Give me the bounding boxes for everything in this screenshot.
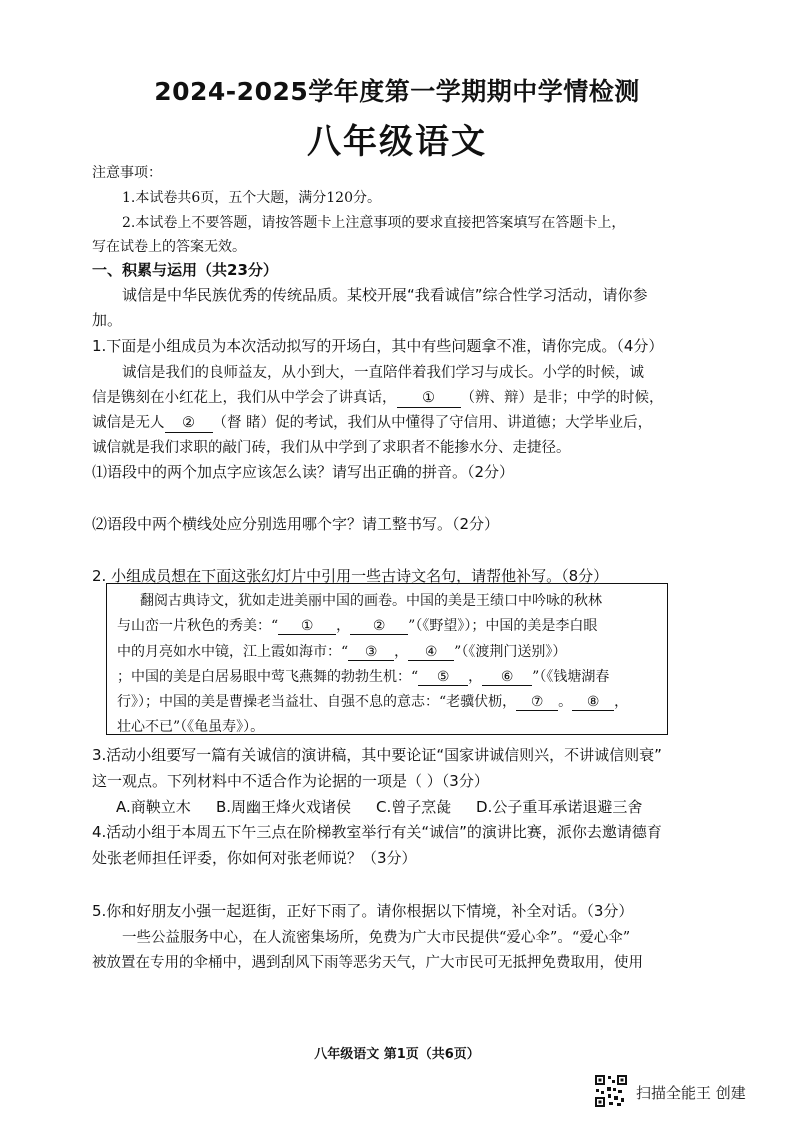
notes-heading: 注意事项： bbox=[92, 165, 162, 181]
section-intro-b: 加。 bbox=[92, 311, 123, 329]
q5-passage-line2: 被放置在专用的伞桶中，遇到刮风下雨等恶劣天气，广大市民可无抵押免费取用，使用 bbox=[92, 955, 643, 971]
q3-option-a: A.商鞅立木 bbox=[116, 798, 191, 816]
q2-slide-line1: 翻阅古典诗文，犹如走进美丽中国的画卷。中国的美是王绩口中吟咏的秋林 bbox=[140, 593, 602, 609]
notes-item-2b: 写在试卷上的答案无效。 bbox=[92, 239, 246, 255]
q2-slide-line6: 壮心不已”（《龟虽寿》）。 bbox=[117, 719, 265, 735]
page-footer: 八年级语文 第1页（共6页） bbox=[314, 1047, 480, 1062]
q2-slide-line3: 中的月亮如水中镜，江上霞如海市：“ ③ ， ④ ”（《渡荆门送别》） bbox=[117, 644, 567, 660]
q4-stem-b: 处张老师担任评委，你如何对张老师说？（3分） bbox=[92, 849, 417, 867]
q1-passage-line1: 诚信是我们的良师益友，从小到大，一直陪伴着我们学习与成长。小学的时候，诚 bbox=[122, 365, 644, 381]
q5-passage-line1: 一些公益服务中心，在人流密集场所，免费为广大市民提供“爱心伞”。“爱心伞” bbox=[122, 930, 631, 946]
q2-blank-4: ④ bbox=[408, 645, 454, 661]
q2-blank-6: ⑥ bbox=[482, 670, 532, 686]
q2-slide-line5: 行》）；中国的美是曹操老当益壮、自强不息的意志：“老骥伏枥， ⑦ 。 ⑧ ， bbox=[117, 694, 629, 710]
q2-blank-8: ⑧ bbox=[572, 695, 614, 711]
q1-passage-line3: 诚信是无人 ② （督 睹）促的考试，我们从中懂得了守信用、讲道德；大学毕业后， bbox=[92, 415, 653, 431]
notes-item-2a: 2.本试卷上不要答题，请按答题卡上注意事项的要求直接把答案填写在答题卡上， bbox=[122, 215, 626, 231]
exam-title: 2024-2025学年度第一学期期中学情检测 bbox=[154, 77, 640, 106]
q2-stem: 2. 小组成员想在下面这张幻灯片中引用一些古诗文名句，请帮他补写。（8分） bbox=[92, 567, 609, 585]
subject-title: 八年级语文 bbox=[307, 122, 487, 162]
q3-option-c: C.曾子烹彘 bbox=[376, 798, 452, 816]
q1-sub-question-2: ⑵语段中两个横线处应分别选用哪个字？请工整书写。（2分） bbox=[92, 515, 500, 533]
q2-slide-line4: ；中国的美是白居易眼中莺飞燕舞的勃勃生机：“ ⑤ ， ⑥ ”（《钱塘湖春 bbox=[117, 669, 610, 685]
qr-code-icon bbox=[594, 1074, 628, 1108]
q3-stem-a: 3.活动小组要写一篇有关诚信的演讲稿，其中要论证“国家讲诚信则兴，不讲诚信则衰” bbox=[92, 746, 662, 764]
q2-blank-3: ③ bbox=[348, 645, 394, 661]
q2-blank-2: ② bbox=[350, 619, 408, 635]
q1-sub-question-1: ⑴语段中的两个加点字应该怎么读？请写出正确的拼音。（2分） bbox=[92, 463, 515, 481]
q2-slide-line2: 与山峦一片秋色的秀美：“ ① ， ② ”（《野望》）；中国的美是李白眼 bbox=[117, 618, 598, 634]
q1-passage-line4: 诚信就是我们求职的敲门砖，我们从中学到了求职者不能掺水分、走捷径。 bbox=[92, 440, 571, 456]
q3-option-b: B.周幽王烽火戏诸侯 bbox=[216, 798, 352, 816]
notes-item-1: 1.本试卷共6页，五个大题，满分120分。 bbox=[122, 190, 381, 206]
q3-option-d: D.公子重耳承诺退避三舍 bbox=[476, 798, 643, 816]
q2-blank-1: ① bbox=[278, 619, 336, 635]
q1-passage-line2: 信是镌刻在小红花上，我们从中学会了讲真话， ① （辨、辩）是非；中学的时候， bbox=[92, 390, 664, 406]
q5-stem: 5.你和好朋友小强一起逛街，正好下雨了。请你根据以下情境，补全对话。（3分） bbox=[92, 902, 634, 920]
q1-stem: 1.下面是小组成员为本次活动拟写的开场白，其中有些问题拿不准，请你完成。（4分） bbox=[92, 337, 664, 355]
q1-blank-1: ① bbox=[397, 391, 461, 408]
scanner-watermark: 扫描全能王 创建 bbox=[636, 1084, 746, 1102]
section-intro-a: 诚信是中华民族优秀的传统品质。某校开展“我看诚信”综合性学习活动，请你参 bbox=[122, 286, 648, 304]
section-heading: 一、积累与运用（共23分） bbox=[92, 261, 278, 279]
q1-blank-2: ② bbox=[165, 416, 213, 433]
q2-blank-5: ⑤ bbox=[418, 670, 468, 686]
q2-blank-7: ⑦ bbox=[516, 695, 558, 711]
q3-stem-b: 这一观点。下列材料中不适合作为论据的一项是（ ）（3分） bbox=[92, 772, 489, 790]
q4-stem-a: 4.活动小组于本周五下午三点在阶梯教室举行有关“诚信”的演讲比赛，派你去邀请德育 bbox=[92, 823, 662, 841]
